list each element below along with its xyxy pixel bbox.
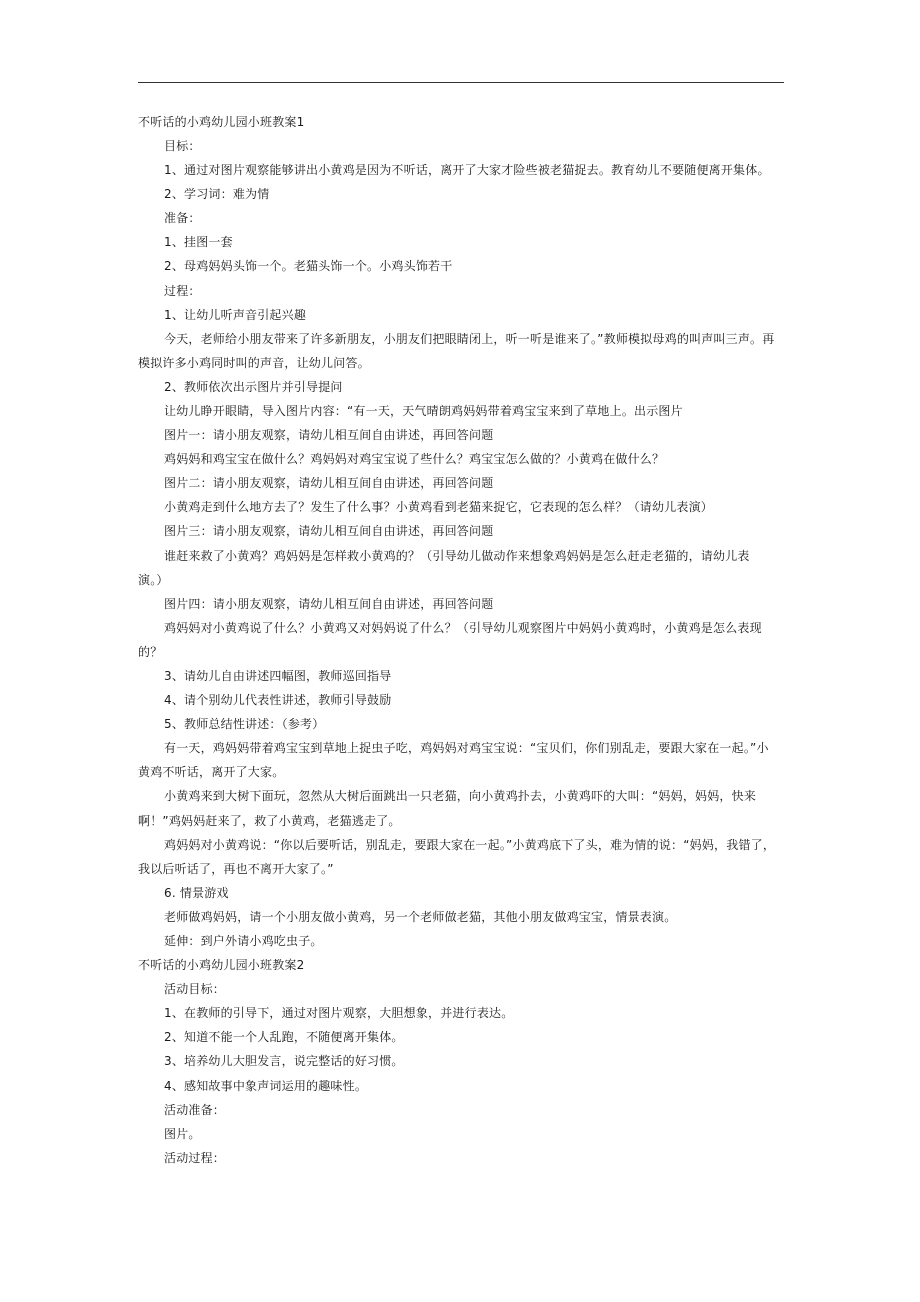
paragraph-line: 啊！”鸡妈妈赶来了，救了小黄鸡，老猫逃走了。 bbox=[138, 814, 401, 828]
process-step: 5、教师总结性讲述：（参考） bbox=[164, 717, 325, 731]
section-title-2: 不听话的小鸡幼儿园小班教案2 bbox=[138, 958, 305, 972]
goal-item: 2、知道不能一个人乱跑，不随便离开集体。 bbox=[164, 1030, 404, 1044]
paragraph-line: 让幼儿睁开眼睛，导入图片内容：“有一天，天气晴朗鸡妈妈带着鸡宝宝来到了草地上。出示图片 bbox=[164, 404, 683, 418]
goal-item: 4、感知故事中象声词运用的趣味性。 bbox=[164, 1079, 368, 1093]
process-step: 2、教师依次出示图片并引导提问 bbox=[164, 380, 343, 394]
paragraph-line: 谁赶来救了小黄鸡？鸡妈妈是怎样救小黄鸡的？（引导幼儿做动作来想象鸡妈妈是怎么赶走老猫的，请幼儿表 bbox=[164, 549, 750, 563]
picture-prompt: 图片四：请小朋友观察，请幼儿相互间自由讲述，再回答问题 bbox=[164, 597, 494, 611]
paragraph-line: 黄鸡不听话，离开了大家。 bbox=[138, 765, 285, 779]
section-title-1: 不听话的小鸡幼儿园小班教案1 bbox=[138, 115, 305, 129]
paragraph-line: 今天，老师给小朋友带来了许多新朋友，小朋友们把眼睛闭上，听一听是谁来了。”教师模拟母鸡的叫声叫三声。再 bbox=[164, 332, 775, 346]
paragraph-line: 鸡妈妈和鸡宝宝在做什么？鸡妈妈对鸡宝宝说了些什么？鸡宝宝怎么做的？小黄鸡在做什么？ bbox=[164, 452, 665, 466]
heading-goals: 目标： bbox=[164, 139, 201, 153]
paragraph-line: 的？ bbox=[138, 645, 163, 659]
paragraph-line: 模拟许多小鸡同时叫的声音，让幼儿问答。 bbox=[138, 356, 370, 370]
preparation-item: 2、母鸡妈妈头饰一个。老猫头饰一个。小鸡头饰若干 bbox=[164, 259, 453, 273]
goal-item: 2、学习词：难为情 bbox=[164, 187, 270, 201]
goal-item: 1、通过对图片观察能够讲出小黄鸡是因为不听话，离开了大家才险些被老猫捉去。教育幼儿不要随便离开集体。 bbox=[164, 163, 770, 177]
preparation-item: 1、挂图一套 bbox=[164, 235, 233, 249]
heading-activity-goals: 活动目标： bbox=[164, 982, 226, 996]
paragraph-line: 小黄鸡走到什么地方去了？发生了什么事？小黄鸡看到老猫来捉它，它表现的怎么样？（请幼儿表演） bbox=[164, 500, 714, 514]
process-step: 4、请个别幼儿代表性讲述，教师引导鼓励 bbox=[164, 693, 392, 707]
paragraph-line: 鸡妈妈对小黄鸡说：“你以后要听话，别乱走，要跟大家在一起。”小黄鸡底下了头，难为情的说：“妈妈，我错了， bbox=[164, 838, 776, 852]
heading-process: 过程： bbox=[164, 284, 201, 298]
process-step: 3、请幼儿自由讲述四幅图，教师巡回指导 bbox=[164, 669, 392, 683]
paragraph-line: 演。） bbox=[138, 573, 169, 587]
process-step: 6. 情景游戏 bbox=[164, 886, 229, 900]
picture-prompt: 图片一：请小朋友观察，请幼儿相互间自由讲述，再回答问题 bbox=[164, 428, 494, 442]
paragraph-line: 老师做鸡妈妈，请一个小朋友做小黄鸡，另一个老师做老猫，其他小朋友做鸡宝宝，情景表演。 bbox=[164, 910, 677, 924]
goal-item: 3、培养幼儿大胆发言，说完整话的好习惯。 bbox=[164, 1054, 404, 1068]
paragraph-line: 小黄鸡来到大树下面玩，忽然从大树后面跳出一只老猫，向小黄鸡扑去，小黄鸡吓的大叫：“妈妈，妈妈，快来 bbox=[164, 789, 757, 803]
picture-prompt: 图片三：请小朋友观察，请幼儿相互间自由讲述，再回答问题 bbox=[164, 524, 494, 538]
preparation-item: 图片。 bbox=[164, 1127, 201, 1141]
heading-activity-process: 活动过程： bbox=[164, 1151, 226, 1165]
paragraph-line: 我以后听话了，再也不离开大家了。” bbox=[138, 862, 334, 876]
picture-prompt: 图片二：请小朋友观察，请幼儿相互间自由讲述，再回答问题 bbox=[164, 476, 494, 490]
goal-item: 1、在教师的引导下，通过对图片观察，大胆想象，并进行表达。 bbox=[164, 1006, 514, 1020]
process-step: 1、让幼儿听声音引起兴趣 bbox=[164, 308, 307, 322]
extension-line: 延伸：到户外请小鸡吃虫子。 bbox=[164, 934, 323, 948]
paragraph-line: 鸡妈妈对小黄鸡说了什么？小黄鸡又对妈妈说了什么？（引导幼儿观察图片中妈妈小黄鸡时，小黄鸡是怎么表现 bbox=[164, 621, 762, 635]
heading-activity-preparation: 活动准备： bbox=[164, 1103, 226, 1117]
heading-preparation: 准备： bbox=[164, 211, 201, 225]
paragraph-line: 有一天，鸡妈妈带着鸡宝宝到草地上捉虫子吃，鸡妈妈对鸡宝宝说：“宝贝们，你们别乱走，要跟大家在一起。”小 bbox=[164, 741, 769, 755]
